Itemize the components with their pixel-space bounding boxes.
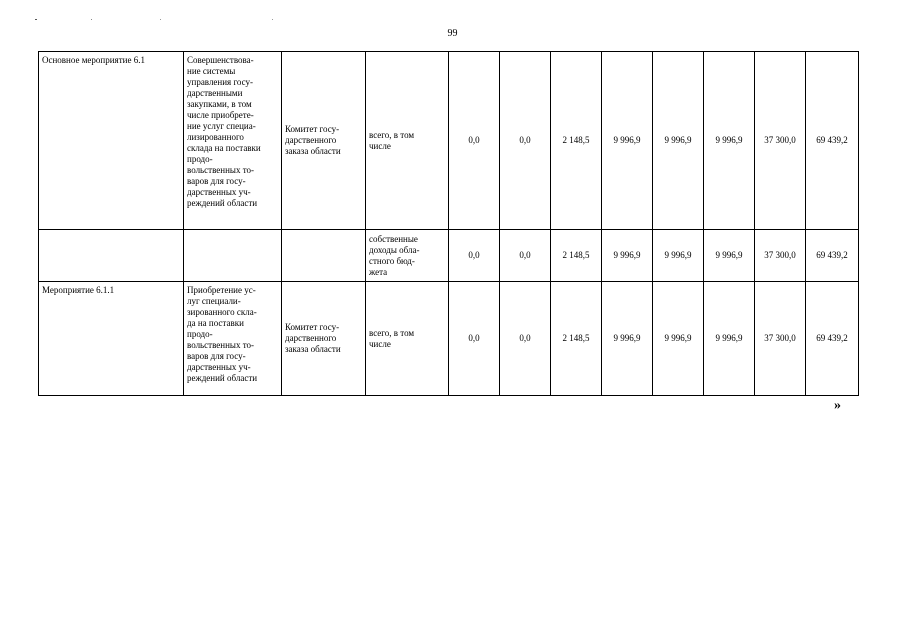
funding-source-cell: всего, в том числе	[366, 52, 449, 230]
activity-cell: Основное мероприятие 6.1	[39, 52, 184, 230]
value-cell: 9 996,9	[602, 282, 653, 396]
value-cell: 69 439,2	[806, 282, 859, 396]
value-cell: 37 300,0	[755, 230, 806, 282]
activity-cell: Мероприятие 6.1.1	[39, 282, 184, 396]
executor-cell	[282, 230, 366, 282]
value-cell: 2 148,5	[551, 230, 602, 282]
value-cell: 0,0	[449, 282, 500, 396]
value-cell: 9 996,9	[602, 52, 653, 230]
budget-table	[38, 51, 859, 396]
value-cell: 0,0	[500, 52, 551, 230]
value-cell: 69 439,2	[806, 230, 859, 282]
value-cell: 0,0	[500, 282, 551, 396]
description-cell: Приобретение ус- луг специали- зированного скла- да на поставки продо- вольственных то- варов для госу- дарственных уч- реждений области	[184, 282, 282, 396]
value-cell: 9 996,9	[704, 282, 755, 396]
value-cell: 0,0	[500, 230, 551, 282]
table-row	[39, 52, 859, 230]
value-cell: 9 996,9	[704, 52, 755, 230]
funding-source-cell: всего, в том числе	[366, 282, 449, 396]
value-cell: 69 439,2	[806, 52, 859, 230]
executor-cell: Комитет госу- дарственного заказа области	[282, 52, 366, 230]
table-row	[39, 230, 859, 282]
value-cell: 9 996,9	[653, 282, 704, 396]
value-cell: 0,0	[449, 230, 500, 282]
value-cell: 37 300,0	[755, 52, 806, 230]
value-cell: 9 996,9	[704, 230, 755, 282]
value-cell: 2 148,5	[551, 282, 602, 396]
activity-cell	[39, 230, 184, 282]
value-cell: 2 148,5	[551, 52, 602, 230]
funding-source-cell: собственные доходы обла- стного бюд- жета	[366, 230, 449, 282]
executor-cell: Комитет госу- дарственного заказа области	[282, 282, 366, 396]
table-row	[39, 282, 859, 396]
value-cell: 9 996,9	[602, 230, 653, 282]
value-cell: 9 996,9	[653, 230, 704, 282]
value-cell: 37 300,0	[755, 282, 806, 396]
description-cell: Совершенствова- ние системы управления госу- дарственными закупками, в том числе приобрете- ние услуг специа- лизированного склада на поставки продо- вольственных то- варов для госу- дарственных уч- реждений области	[184, 52, 282, 230]
value-cell: 0,0	[449, 52, 500, 230]
scan-specks	[0, 0, 905, 30]
value-cell: 9 996,9	[653, 52, 704, 230]
description-cell	[184, 230, 282, 282]
closing-quote-mark: »	[834, 398, 841, 413]
page-number: 99	[447, 28, 458, 39]
